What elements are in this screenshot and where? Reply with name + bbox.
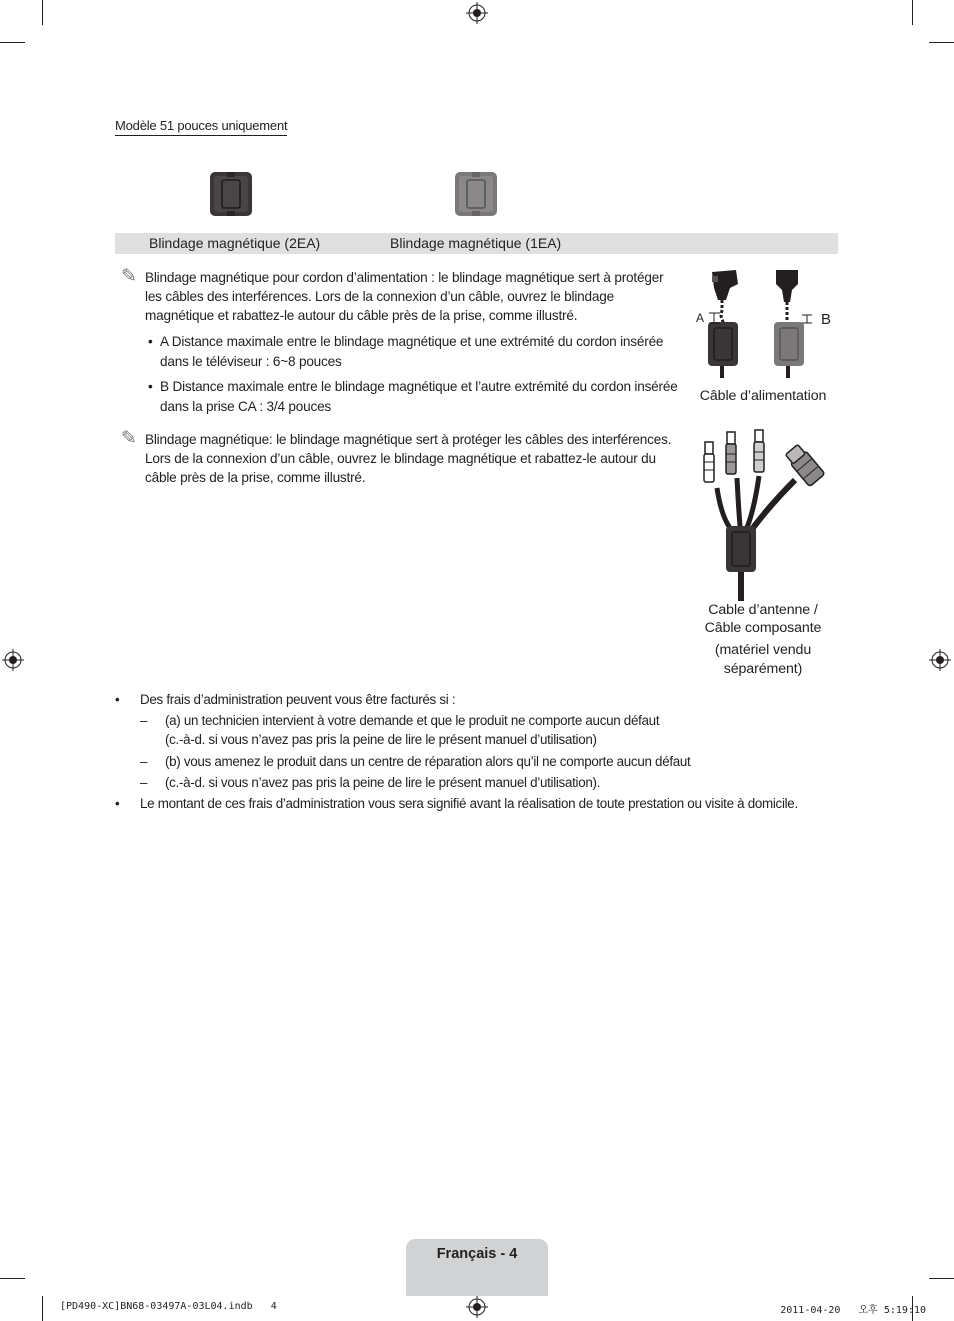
bullet-text: Distance maximale entre le blindage magnétique et une extrémité du cordon insérée dans le téléviseur : 6~8 pouces: [160, 334, 664, 369]
section-title: Modèle 51 pouces uniquement: [115, 118, 287, 136]
registration-mark-icon: [2, 649, 24, 671]
note-pencil-icon: ✎: [121, 428, 137, 449]
crop-mark: [42, 1296, 43, 1321]
note-magnetic-shield: Blindage magnétique: le blindage magnétique sert à protéger les câbles des interférences. Lors de la connexion d’un câble, ouvrez le blindage magnétique et rabattez-le autour du câble près de la prise, comme illustré.: [145, 432, 672, 485]
bullet-marker: •: [148, 334, 153, 349]
ferrite-core-dark-image: [208, 170, 254, 218]
crop-mark: [929, 1278, 954, 1279]
ferrite-core-light-image: [453, 170, 499, 218]
antenna-caption-line-1: Cable d’antenne /: [708, 602, 818, 618]
crop-mark: [0, 42, 25, 43]
bullet-distance-b: [148, 377, 678, 416]
page-number-label: Français - 4: [436, 1246, 518, 1262]
caption-core-dark: Blindage magnétique (2EA): [149, 235, 321, 251]
crop-mark: [912, 0, 913, 25]
label-a: A: [696, 311, 705, 325]
dash-marker: –: [140, 775, 148, 790]
note-pencil-icon: ✎: [121, 266, 137, 287]
bullet-key-a: A: [160, 334, 169, 349]
antenna-caption-line-2: Câble composante: [704, 620, 822, 636]
bullet-distance-a: [148, 332, 678, 371]
bullet-marker: •: [115, 692, 120, 707]
antenna-caption-line-3: (matériel vendu: [714, 642, 812, 658]
dash-marker: –: [140, 713, 148, 728]
label-b: B: [821, 311, 832, 328]
print-slug-date: 2011-04-20 오후 5:19:10: [780, 1305, 926, 1316]
power-cord-caption: Câble d’alimentation: [699, 388, 827, 404]
bullet-text: Distance maximale entre le blindage magnétique et l’autre extrémité du cordon insérée dans la prise CA : 3/4 pouces: [160, 379, 678, 414]
power-cord-figure: [692, 266, 842, 380]
list-item-text: (b) vous amenez le produit dans un centre de réparation alors qu’il ne comporte aucun défaut: [165, 754, 691, 769]
registration-mark-icon: [929, 649, 951, 671]
antenna-caption-line-4: séparément): [723, 661, 803, 677]
print-slug-file: [PD490-XC]BN68-03497A-03L04.indb 4: [60, 1301, 277, 1312]
crop-mark: [0, 1278, 25, 1279]
antenna-component-cable-figure: [695, 428, 835, 603]
list-item-text: Des frais d’administration peuvent vous être facturés si :: [140, 692, 456, 707]
list-item-text: (c.-à-d. si vous n’avez pas pris la peine de lire le présent manuel d’utilisation).: [165, 775, 601, 790]
caption-core-light: Blindage magnétique (1EA): [390, 235, 562, 251]
note-power-cord: Blindage magnétique pour cordon d’alimentation : le blindage magnétique sert à protéger les câbles des interférences. Lors de la connexion d’un câble, ouvrez le blindage magnétique et rabattez-le autour du câble près de la prise, comme illustré.: [145, 270, 664, 323]
dash-marker: –: [140, 754, 148, 769]
bullet-marker: •: [115, 796, 120, 811]
bullet-key-b: B: [160, 379, 169, 394]
list-item-text: (a) un technicien intervient à votre demande et que le produit ne comporte aucun défaut: [165, 713, 660, 728]
image-caption-bar: [115, 233, 838, 254]
list-item-text: Le montant de ces frais d’administration vous sera signifié avant la réalisation de toute prestation ou visite à domicile.: [140, 796, 798, 811]
list-item-text: (c.-à-d. si vous n’avez pas pris la peine de lire le présent manuel d’utilisation): [165, 732, 597, 747]
crop-mark: [42, 0, 43, 25]
bullet-marker: •: [148, 379, 153, 394]
registration-mark-icon: [466, 1296, 488, 1318]
registration-mark-icon: [466, 2, 488, 24]
crop-mark: [929, 42, 954, 43]
